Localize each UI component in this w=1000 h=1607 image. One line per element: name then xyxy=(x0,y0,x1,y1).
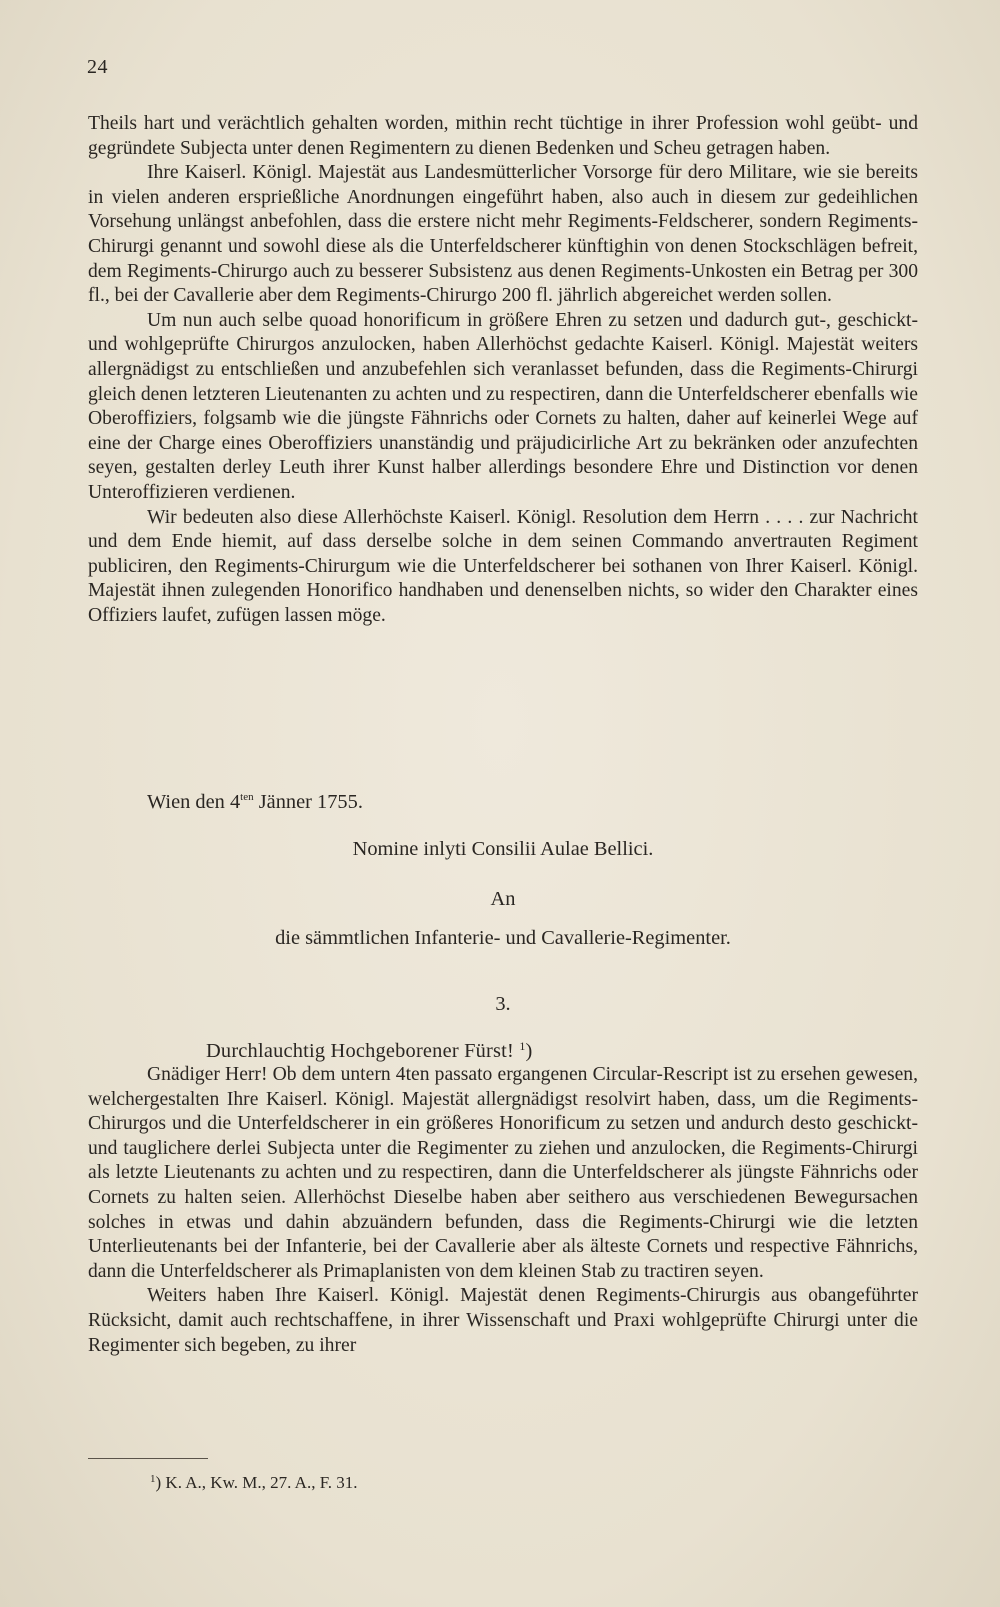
paragraph: Theils hart und verächtlich gehalten worden, mithin recht tüchtige in ihrer Profession wohl geübt- und gegründete Subjecta unter denen Regimentern zu dienen Bedenken und Scheu getragen haben. xyxy=(88,113,918,159)
paragraph: Um nun auch selbe quoad honorificum in größere Ehren zu setzen und dadurch gut-, geschickt- und wohlgeprüfte Chirurgos anzulocken, haben Allerhöchst gedachte Kaiserl. Königl. Majestät weiters allergnädigst zu entschließen und anzubefehlen sich veranlasset befunden, dass die Regiments-Chirurgi gleich denen letzteren Lieutenanten zu achten und zu respectiren, dann die Unterfeldscherer ebenfalls wie Oberoffiziers, folgsamb wie die jüngste Fähnrichs oder Cornets zu halten, daher auf keinerlei Wege auf eine der Charge eines Oberoffiziers unanständig und präjudicirliche Art zu bekränken oder anzufechten seyen, gestalten derley Leuth ihrer Kunst halber allerdings besondere Ehre und Distinction vor denen Unteroffizieren verdienen. xyxy=(88,309,918,503)
closing-recipients: die sämmtlichen Infanterie- und Cavallerie-Regimenter. xyxy=(275,927,731,949)
closing-an: An xyxy=(490,888,516,910)
footnote-text: K. A., Kw. M., 27. A., F. 31. xyxy=(161,1473,358,1492)
body-text-block-2 xyxy=(88,1063,918,1358)
footnote-marker-paren: ) xyxy=(155,1473,162,1492)
closing-date-prefix: Wien den 4 xyxy=(147,791,241,813)
paragraph: Ihre Kaiserl. Königl. Majestät aus Landesmütterlicher Vorsorge für dero Militare, wie sie bereits in vielen anderen ersprießliche Anordnungen eingeführt haben, also auch in diesem zur gedeihlichen Vorsehung unlängst anbefohlen, dass die erstere nicht mehr Regiments-Feldscherer, sondern Regiments-Chirurgi genannt und sowohl diese als die Unterfeldscherer künftighin von denen Stockschlägen befreit, dem Regiments-Chirurgo auch zu besserer Subsistenz aus denen Regiments-Unkosten ein Betrag per 300 fl., bei der Cavallerie aber dem Regiments-Chirurgo 200 fl. jährlich abgereichet werden sollen. xyxy=(88,162,918,307)
closing-nomine: Nomine inlyti Consilii Aulae Bellici. xyxy=(352,838,654,860)
closing-date-suffix: Jänner 1755. xyxy=(253,791,363,813)
footnote xyxy=(150,1473,358,1493)
closing-date-superscript: ten xyxy=(240,791,254,803)
paragraph: Weiters haben Ihre Kaiserl. Königl. Majestät denen Regiments-Chirurgis aus obangeführter Rücksicht, damit auch rechtschaffene, in ihrer Wissenschaft und Praxi wohlgeprüfte Chirurgi unter die Regimenter sich begeben, zu ihrer xyxy=(88,1285,918,1356)
closing-date xyxy=(147,791,363,814)
paragraph: Gnädiger Herr! Ob dem untern 4ten passato ergangenen Circular-Rescript ist zu ersehen gewesen, welchergestalten Ihre Kaiserl. Königl. Majestät allergnädigst resolvirt haben, dass, um die Regiments-Chirurgos und die Unterfeldscherer in ein größeres Honorificum zu setzen und andurch desto geschickt- und tauglichere derlei Subjecta unter die Regimenter zu ziehen und anzulocken, die Regiments-Chirurgi als letzte Lieutenants zu achten und zu respectiren, dann die Unterfeldscherer als jüngste Fähnrichs oder Cornets zu halten seien. Allerhöchst Dieselbe haben aber seithero aus verschiedenen Bewegursachen solches in etwas und dahin abzuändern befunden, dass die Regiments-Chirurgi wie die letzten Unterlieutenants bei der Infanterie, bei der Cavallerie aber als älteste Cornets und respective Fähnrichs, dann die Unterfeldscherer als Primaplanisten von dem kleinen Stab zu tractiren seyen. xyxy=(88,1064,918,1282)
footnote-divider xyxy=(88,1458,208,1459)
footnote-marker: 1 xyxy=(150,1473,156,1485)
salutation-text: Durchlauchtig Hochgeborener Fürst! xyxy=(206,1040,515,1062)
page-number: 24 xyxy=(87,56,108,78)
paragraph: Wir bedeuten also diese Allerhöchste Kaiserl. Königl. Resolution dem Herrn . . . . zur Nachricht und dem Ende hiemit, auf dass derselbe solche in dem seinen Commando anvertrauten Regiment publiciren, den Regiments-Chirurgum wie die Unterfeldscherer bei sothanen von Ihrer Kaiserl. Königl. Majestät ihnen zulegenden Honorifico handhaben und denenselben nichts, so wider den Charakter eines Offiziers laufet, zufügen lassen möge. xyxy=(88,506,918,626)
body-text-block-1 xyxy=(88,112,918,628)
salutation-heading xyxy=(206,1039,533,1063)
section-number: 3. xyxy=(495,993,511,1015)
footnote-reference: 1 xyxy=(519,1039,526,1053)
footnote-reference-paren: ) xyxy=(525,1040,533,1062)
